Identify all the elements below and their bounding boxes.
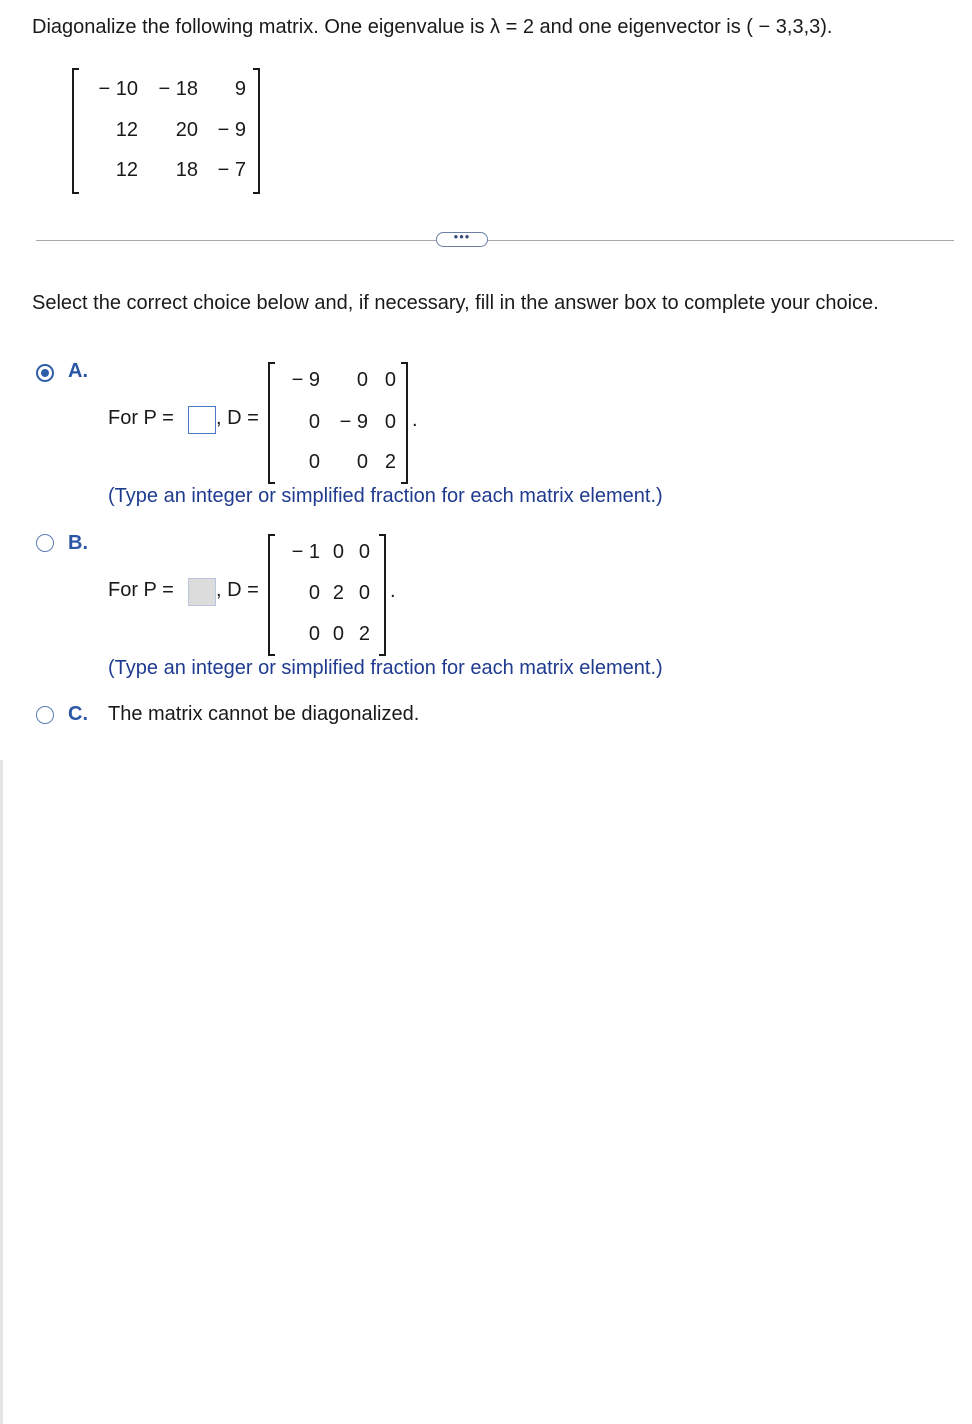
option-b-matrix-cell: − 1: [291, 541, 320, 563]
matrix-cell: 18: [175, 159, 198, 181]
option-c-letter: C.: [68, 703, 88, 725]
option-a-matrix-cell: 0: [356, 451, 368, 473]
option-a-radio[interactable]: [36, 364, 54, 382]
matrix-cell: 12: [115, 159, 138, 181]
option-a-matrix-cell: − 9: [291, 369, 320, 391]
option-b-for-p-label: For P =: [108, 579, 174, 601]
option-b-period: .: [390, 580, 396, 602]
matrix-cell: − 9: [217, 119, 246, 141]
option-a-matrix-cell: 0: [308, 451, 320, 473]
matrix-cell: − 18: [158, 78, 198, 100]
option-b-matrix-cell: 0: [308, 623, 320, 645]
left-edge-line: [0, 760, 3, 1424]
option-b-matrix-cell: 0: [332, 623, 344, 645]
option-b-matrix-cell: 2: [358, 623, 370, 645]
matrix-cell: 12: [115, 119, 138, 141]
option-b-matrix-right-bracket: [379, 534, 386, 656]
option-b-matrix-cell: 0: [358, 541, 370, 563]
option-b-p-input[interactable]: [188, 578, 216, 606]
option-b-matrix-cell: 0: [358, 582, 370, 604]
option-a-matrix-cell: 0: [384, 411, 396, 433]
option-a-d-label: , D =: [216, 407, 259, 429]
matrix-cell: − 10: [98, 78, 138, 100]
option-b-matrix-cell: 0: [308, 582, 320, 604]
option-b-d-label: , D =: [216, 579, 259, 601]
option-a-for-p-label: For P =: [108, 407, 174, 429]
matrix-left-bracket: [72, 68, 79, 194]
matrix-right-bracket: [253, 68, 260, 194]
option-a-matrix-right-bracket: [401, 362, 408, 484]
instruction-text: Select the correct choice below and, if necessary, fill in the answer box to complete your choice.: [32, 292, 879, 314]
matrix-cell: 20: [175, 119, 198, 141]
more-button[interactable]: •••: [436, 232, 488, 247]
option-a-matrix-cell: − 9: [339, 411, 368, 433]
matrix-cell: 9: [234, 78, 246, 100]
option-a-hint: (Type an integer or simplified fraction for each matrix element.): [108, 485, 663, 507]
section-divider: [36, 240, 954, 241]
option-b-radio[interactable]: [36, 534, 54, 552]
option-b-matrix-cell: 2: [332, 582, 344, 604]
matrix-cell: − 7: [217, 159, 246, 181]
option-c-text: The matrix cannot be diagonalized.: [108, 703, 420, 725]
option-a-matrix-cell: 0: [384, 369, 396, 391]
option-a-period: .: [412, 409, 418, 431]
question-text: Diagonalize the following matrix. One eigenvalue is λ = 2 and one eigenvector is ( − 3,3,3).: [32, 16, 833, 38]
option-b-matrix-left-bracket: [268, 534, 275, 656]
option-b-letter: B.: [68, 532, 88, 554]
option-a-matrix-left-bracket: [268, 362, 275, 484]
option-b-matrix-cell: 0: [332, 541, 344, 563]
option-c-radio[interactable]: [36, 706, 54, 724]
option-a-matrix-cell: 0: [308, 411, 320, 433]
option-a-matrix-cell: 2: [384, 451, 396, 473]
option-a-p-input[interactable]: [188, 406, 216, 434]
option-a-letter: A.: [68, 360, 88, 382]
option-a-matrix-cell: 0: [356, 369, 368, 391]
option-b-hint: (Type an integer or simplified fraction for each matrix element.): [108, 657, 663, 679]
